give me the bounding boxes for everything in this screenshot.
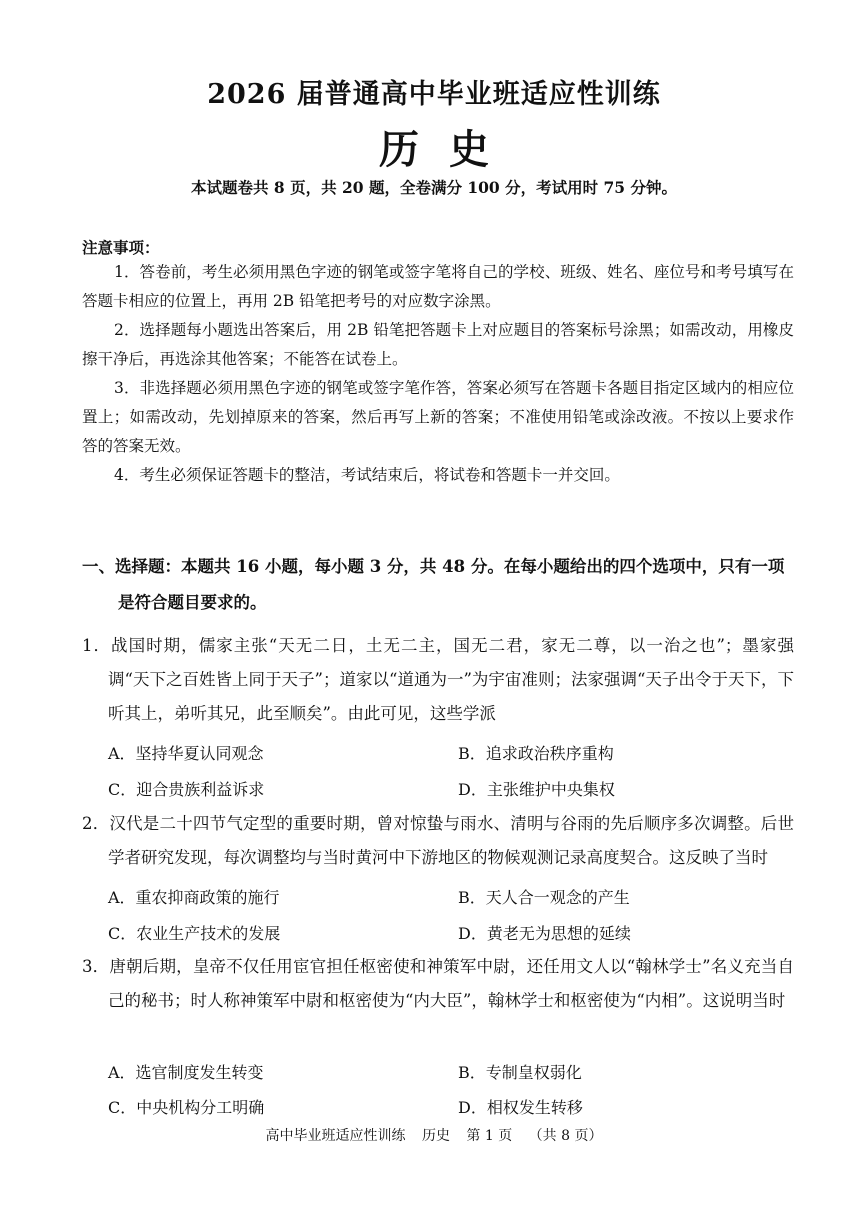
option-c: C．迎合贵族利益诉求 — [108, 780, 265, 799]
question-2 — [82, 807, 794, 957]
footer-total-pages: （共 8 页） — [528, 1128, 603, 1144]
option-b: B．专制皇权弱化 — [458, 1063, 582, 1082]
footer-subject: 历史 — [421, 1128, 450, 1144]
note-item-1: 1．答卷前，考生必须用黑色字迹的钢笔或签字笔将自己的学校、班级、姓名、座位号和考号填写在答题卡相应的位置上，再用 2B 铅笔把考号的对应数字涂黑。 — [82, 263, 794, 310]
section-heading — [82, 549, 794, 621]
section-heading-line2: 是符合题目要求的。 — [118, 593, 267, 612]
notes-heading: 注意事项： — [82, 238, 160, 257]
page-footer — [0, 1125, 868, 1145]
footer-page-number: 第 1 页 — [466, 1128, 513, 1144]
question-stem: 2．汉代是二十四节气定型的重要时期，曾对惊蛰与雨水、清明与谷雨的先后顺序多次调整。后世学者研究发现，每次调整均与当时黄河中下游地区的物候观测记录高度契合。这反映了当时 — [82, 814, 794, 867]
question-1 — [82, 629, 794, 819]
question-stem: 1．战国时期，儒家主张“天无二日，土无二主，国无二君，家无二尊，以一治之也”；墨家强调“天下之百姓皆上同于天子”；道家以“道通为一”为宇宙准则；法家强调“天子出令于天下，下听其上，弟听其兄，此至顺矣”。由此可见，这些学派 — [82, 636, 794, 723]
question-3 — [82, 950, 794, 1120]
option-a: A．选官制度发生转变 — [108, 1063, 264, 1082]
option-d: D．黄老无为思想的延续 — [458, 924, 631, 943]
note-item-2: 2．选择题每小题选出答案后，用 2B 铅笔把答题卡上对应题目的答案标号涂黑；如需改动，用橡皮擦干净后，再选涂其他答案；不能答在试卷上。 — [82, 321, 794, 368]
option-d: D．相权发生转移 — [458, 1098, 583, 1117]
section-heading-line1: 一、选择题：本题共 16 小题，每小题 3 分，共 48 分。在每小题给出的四个选项中，只有一项 — [82, 557, 785, 576]
option-a: A．重农抑商政策的施行 — [108, 888, 280, 907]
exam-info: 本试题卷共 8 页，共 20 题，全卷满分 100 分，考试用时 75 分钟。 — [191, 178, 677, 197]
option-a: A．坚持华夏认同观念 — [108, 744, 264, 763]
option-c: C．农业生产技术的发展 — [108, 924, 281, 943]
note-item-4: 4．考生必须保证答题卡的整洁，考试结束后，将试卷和答题卡一并交回。 — [114, 466, 620, 484]
option-d: D．主张维护中央集权 — [458, 780, 615, 799]
option-b: B．天人合一观念的产生 — [458, 888, 630, 907]
note-item-3: 3．非选择题必须用黑色字迹的钢笔或签字笔作答，答案必须写在答题卡各题目指定区域内的相应位置上；如需改动，先划掉原来的答案，然后再写上新的答案；不准使用铅笔或涂改液。不按以上要求作答的答案无效。 — [82, 379, 794, 455]
option-c: C．中央机构分工明确 — [108, 1098, 265, 1117]
question-stem: 3．唐朝后期，皇帝不仅任用宦官担任枢密使和神策军中尉，还任用文人以“翰林学士”名义充当自己的秘书；时人称神策军中尉和枢密使为“内大臣”，翰林学士和枢密使为“内相”。这说明当时 — [82, 957, 794, 1010]
subject-title: 历史 — [379, 126, 519, 173]
footer-exam-name: 高中毕业班适应性训练 — [265, 1128, 406, 1144]
option-b: B．追求政治秩序重构 — [458, 744, 614, 763]
exam-title: 2026 届普通高中毕业班适应性训练 — [207, 79, 661, 110]
